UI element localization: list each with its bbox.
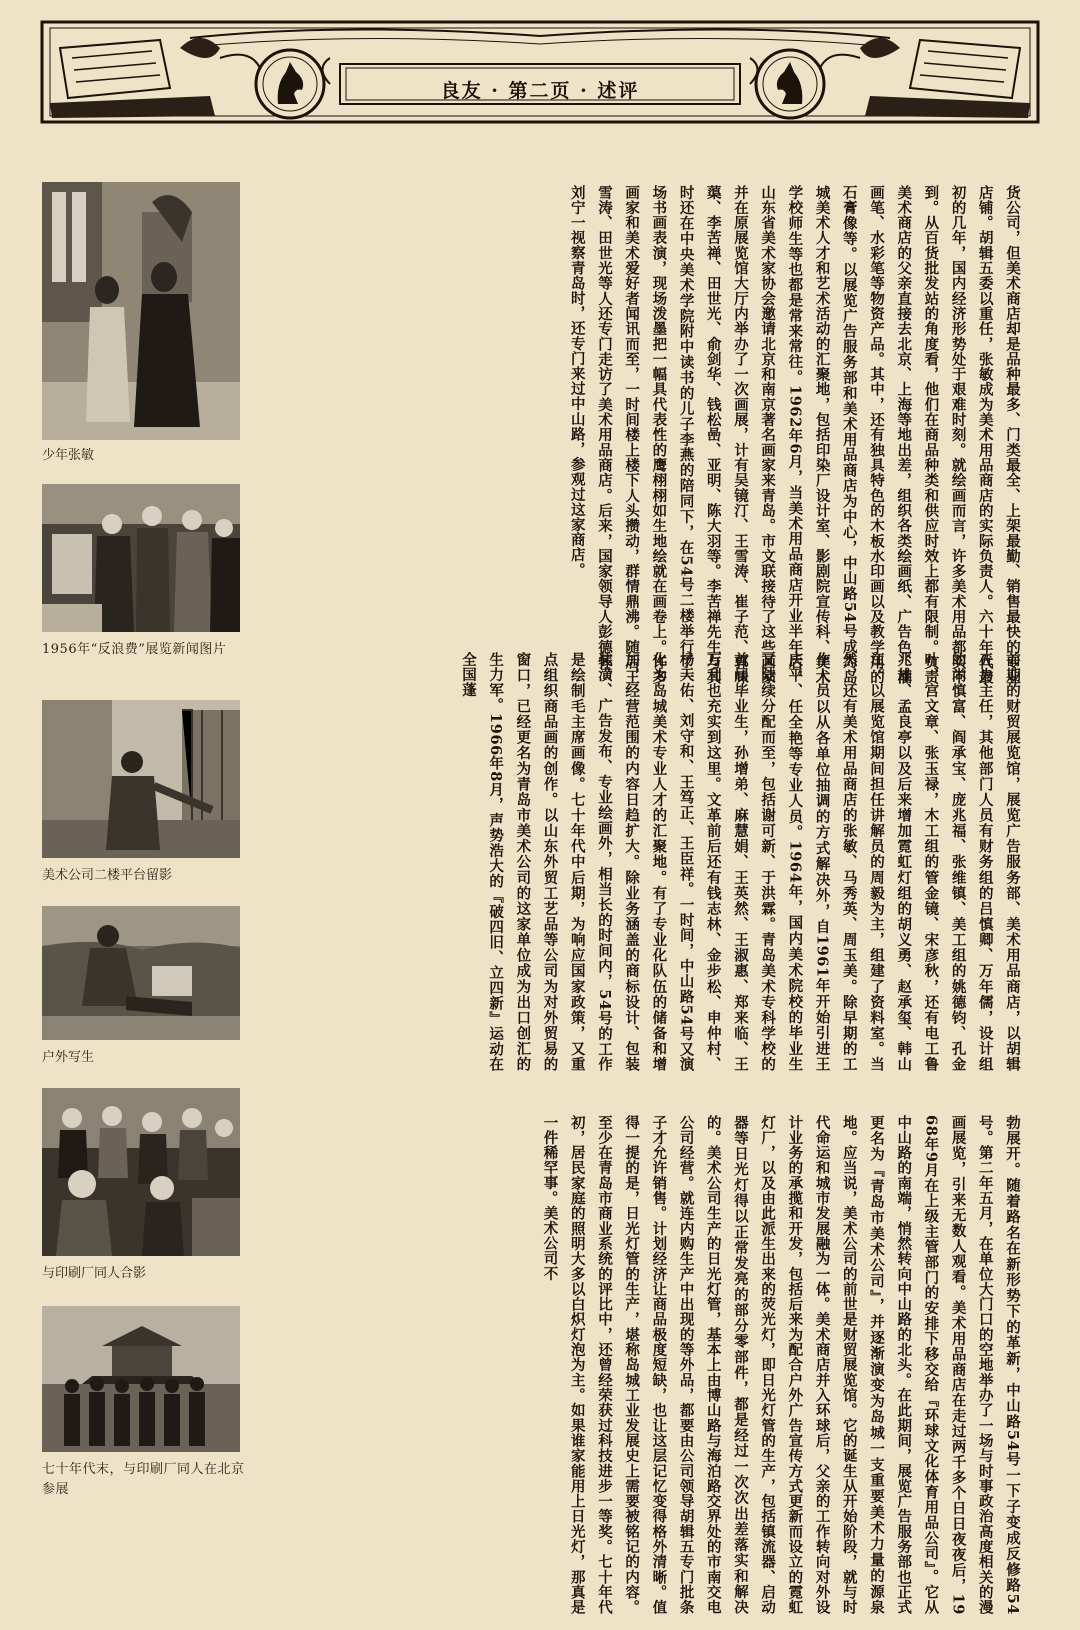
ornament-frame	[40, 18, 1040, 128]
photo-caption: 少年张敏	[42, 448, 95, 463]
photo-caption: 与印刷厂同人合影	[42, 1266, 147, 1281]
photo-1956-exhibition	[42, 484, 240, 632]
photo-balcony	[42, 700, 240, 858]
photo-outdoor-sketching	[42, 906, 240, 1040]
header-banner	[40, 18, 1040, 128]
photo-young-zhangmin	[42, 182, 240, 440]
photo-beijing-exhibition	[42, 1306, 240, 1452]
photo-caption: 美术公司二楼平台留影	[42, 868, 173, 883]
page-title: 良友 · 第二页 · 述评	[440, 80, 640, 102]
article-block-lower: 勃展开。随着路名在新形势下的革新，中山路54号一下子变成反修路54号。第二年五月，在单位大门口的空地举办了一场与时事政治高度相关的漫画展览，引来无数人观看。美术用品商店在走过两千多个日日夜夜后，1968年9月在上级主管部门的安排下移交给『环球文化体育用品公司』。它从中山路的南端，悄然转向中山路的北头。在此期间，展览广告服务部也正式更名为『青岛市美术公司』，并逐渐演变为岛城一支重要美术力量的源泉地。应当说，美术公司的前世是财贸展览馆。它的诞生从开始阶段，就与时代命运和城市发展融为一体。美术商店并入环球后，父亲的工作转向对外设计业务的承揽和开发，包括后来为配合户外广告宣传方式更新而设立的霓虹灯厂，以及由此派生出来的荧光灯，即日光灯管的生产，包括镇流器、启动器等日光灯得以正常发亮的部分零部件，都是经过一次次出差落实和解决的。美术公司生产的日光灯管，基本上由博山路与海泊路交界处的市南交电公司经营。就连内购生产中出现的等外品，都要由公司领导胡辑五专门批条子才允许销售。计划经济让商品极度短缺，也让这层记忆变得格外清晰。值得一提的是，日光灯管的生产，堪称岛城工业发展史上需要被铭记的内容。至少在青岛市商业系统的评比中，还曾经荣获过科技进步一等奖。七十年代初，居民家庭的照明大多以白炽灯泡为主。如果谁家能用上日光灯，那真是一件稀罕事。美术公司不	[541, 1115, 1021, 1615]
photo-printing-factory-group	[42, 1088, 240, 1256]
article-block-middle: 前期的财贸展览馆，展览广告服务部、美术用品商店，以胡辑五为主任，其他部门人员有财务组的吕慎卿、万年儒，设计组的尚慎富、阎承宝、庞兆福、张维镇、美工组的姚德钧、孔金叶、宫文章、张玉禄，木工组的管金镜、宋彦秋，还有电工鲁兆雄、孟良亭以及后来增加霓虹灯组的胡义勇、赵承玺、韩山江。以展览馆期间担任讲解员的周毅为主，组建了资料室。当然，还有美术用品商店的张敏、马秀英、周玉美。除早期的工作人员以从各单位抽调的方式解决外，自1961年开始引进王庆平、任全艳等专业人员。1964年，国内美术院校的毕业生又陆续分配而至，包括谢可新、于洪霖。青岛美术专科学校的首届毕业生，孙增弟、麻慧娟、王英然、王淑惠、郑来临、王万利也充实到这里。文革前后还有钱志林、金步松、申仲村、杨天佑、刘守和、王笃正、王臣祥。一时间，中山路54号又演化为岛城美术专业人才的汇聚地。有了专业化队伍的储备和增加，经营范围的内容日趋扩大。除业务涵盖的商标设计、包装装潢、广告发布、专业绘画外，相当长的时间内，54号的工作是绘制毛主席画像。七十年代中后期，为响应国家政策，又重点组织商品画的创作。以山东外贸工艺品等公司为对外贸易的窗口，已经更名为青岛市美术公司的这家单位成为出口创汇的生力军。1966年8月，声势浩大的『破四旧、立四新』运动在全国蓬	[459, 652, 1021, 1072]
photo-caption: 户外写生	[42, 1050, 95, 1065]
photo-caption: 1956年“反浪费”展览新闻图片	[42, 642, 227, 657]
article-block-upper: 货公司，但美术商店却是品种最多、门类最全、上架最勤、销售最快的专业店铺。胡辑五委以重任，张敏成为美术用品商店的实际负责人。六十年代最初的几年，国内经济形势处于艰难时刻。就绘画而言，许多美术用品都买不到。从百货批发站的角度看，他们在商品种类和供应时效上都有限制。负责美术商店的父亲直接去北京、上海等地出差，组织各类绘画纸、广告色、油画笔、水彩笔等物资产品。其中，还有独具特色的木板水印画以及教学用的石膏像等。以展览广告服务部和美术用品商店为中心，中山路54号成为岛城美术人才和艺术活动的汇聚地，包括印染厂设计室、影剧院宣传科、美术学校师生等也都是常来常往。1962年6月，当美术用品商店开业半年后，山东省美术家协会邀请北京和南京著名画家来青岛。市文联接待了这些画家并在原展览馆大厅内举办了一次画展，计有吴镜汀、王雪涛、崔子范、郭味蕖、李苦禅、田世光、俞剑华、钱松喦、亚明、陈大羽等。李苦禅先生与其时还在中央美术学院附中读书的儿子李燕的陪同下，在54号二楼举行了一场书画表演，现场泼墨把一幅具代表性的鹰栩栩如生地绘就在画卷上。许多画家和美术爱好者闻讯而至，一时间楼上楼下人头攒动，群情鼎沸。随后王雪涛、田世光等人还专门走访了美术用品商店。后来，国家领导人彭德怀、刘宁一视察青岛时，还专门来过中山路，参观过这家商店。	[568, 185, 1021, 685]
photo-caption: 七十年代末，与印刷厂同人在北京参展	[42, 1462, 245, 1497]
